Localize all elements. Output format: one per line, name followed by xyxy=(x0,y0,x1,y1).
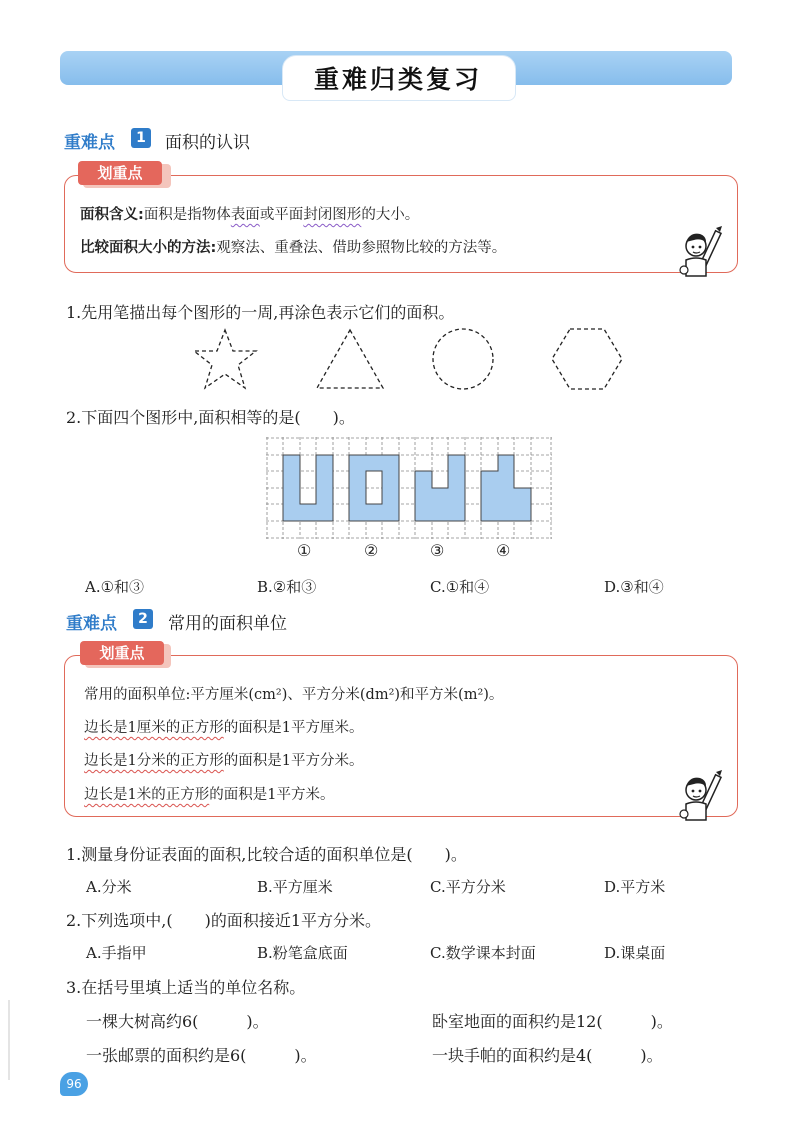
fill-item-bedroom-floor[interactable]: 卧室地面的面积约是12( )。 xyxy=(432,1012,673,1031)
unit-cm-line xyxy=(84,716,363,737)
p2q1-option-d[interactable]: D.平方米 xyxy=(604,878,666,896)
unit-cm-rest: 的面积是1平方厘米。 xyxy=(223,720,364,736)
unit-m-underlined: 边长是1米的正方形 xyxy=(84,787,210,803)
fill-item-handkerchief[interactable]: 一块手帕的面积约是4( )。 xyxy=(432,1046,663,1065)
section2-title: 常用的面积单位 xyxy=(168,614,287,634)
units-line: 常用的面积单位:平方厘米(cm²)、平方分米(dm²)和平方米(m²)。 xyxy=(84,687,504,703)
unit-m-line xyxy=(84,783,334,804)
p2-question-1-text: 1.测量身份证表面的面积,比较合适的面积单位是( )。 xyxy=(66,845,467,864)
definition-text-e: 的大小。 xyxy=(361,207,420,223)
figure-4 xyxy=(481,455,531,521)
question-1-text: 1.先用笔描出每个图形的一周,再涂色表示它们的面积。 xyxy=(66,303,455,322)
key-point-box-1 xyxy=(64,175,738,273)
question-2-text: 2.下面四个图形中,面积相等的是( )。 xyxy=(66,408,355,427)
section2-number: 2 xyxy=(133,609,153,629)
unit-m-rest: 的面积是1平方米。 xyxy=(209,787,335,803)
p2-question-2-text: 2.下列选项中,( )的面积接近1平方分米。 xyxy=(66,911,382,930)
triangle-shape xyxy=(317,330,383,388)
p2q2-option-d[interactable]: D.课桌面 xyxy=(604,944,666,962)
p2q1-option-a[interactable]: A.分米 xyxy=(86,878,132,896)
p2q2-option-a[interactable]: A.手指甲 xyxy=(86,944,147,962)
definition-text-surface: 表面 xyxy=(230,207,260,223)
definition-text-closed-figure: 封闭图形 xyxy=(303,207,362,223)
method-term: 比较面积大小的方法: xyxy=(80,240,217,256)
key-tab-1: 划重点 xyxy=(78,161,162,185)
p2q1-option-c[interactable]: C.平方分米 xyxy=(430,878,506,896)
definition-line xyxy=(80,203,419,224)
cartoon-boy-icon xyxy=(676,770,728,826)
unit-cm-underlined: 边长是1厘米的正方形 xyxy=(84,720,224,736)
dashed-shapes xyxy=(190,324,640,396)
definition-text-a: 面积是指物体 xyxy=(143,207,231,223)
definition-term: 面积含义: xyxy=(80,207,144,223)
method-line xyxy=(80,236,506,257)
p2q1-option-b[interactable]: B.平方厘米 xyxy=(257,878,333,896)
p2q2-option-b[interactable]: B.粉笔盒底面 xyxy=(257,944,348,962)
figure-label-4: ④ xyxy=(496,541,511,560)
fill-item-tree-height[interactable]: 一棵大树高约6( )。 xyxy=(86,1012,269,1031)
p2-question-3-text: 3.在括号里填上适当的单位名称。 xyxy=(66,978,306,997)
q2-option-a[interactable]: A.①和③ xyxy=(85,578,145,596)
cartoon-boy-icon xyxy=(676,226,728,282)
p2q2-option-c[interactable]: C.数学课本封面 xyxy=(430,944,536,962)
hexagon-shape xyxy=(552,329,622,389)
fill-item-stamp[interactable]: 一张邮票的面积约是6( )。 xyxy=(86,1046,317,1065)
q2-option-b[interactable]: B.②和③ xyxy=(257,578,317,596)
section1-number: 1 xyxy=(131,128,151,148)
unit-dm-underlined: 边长是1分米的正方形 xyxy=(84,753,224,769)
page-title: 重难归类复习 xyxy=(313,65,482,94)
figure-3 xyxy=(415,455,465,521)
method-text: 观察法、重叠法、借助参照物比较的方法等。 xyxy=(216,240,507,256)
section2-label: 重难点 xyxy=(66,614,117,634)
star-shape xyxy=(194,330,256,388)
page-number: 96 xyxy=(60,1072,88,1096)
section1-title: 面积的认识 xyxy=(165,133,250,153)
key-tab-2: 划重点 xyxy=(80,641,164,665)
figure-label-2: ② xyxy=(364,541,379,560)
figure-label-1: ① xyxy=(297,541,312,560)
page-edge-shadow xyxy=(8,1000,10,1080)
circle-shape xyxy=(433,329,493,389)
unit-dm-line xyxy=(84,749,363,770)
q2-option-d[interactable]: D.③和④ xyxy=(604,578,664,596)
figure-label-3: ③ xyxy=(430,541,445,560)
grid-figure xyxy=(266,437,552,539)
section1-label: 重难点 xyxy=(64,133,115,153)
definition-text-c: 或平面 xyxy=(259,207,304,223)
q2-option-c[interactable]: C.①和④ xyxy=(430,578,490,596)
unit-dm-rest: 的面积是1平方分米。 xyxy=(223,753,364,769)
